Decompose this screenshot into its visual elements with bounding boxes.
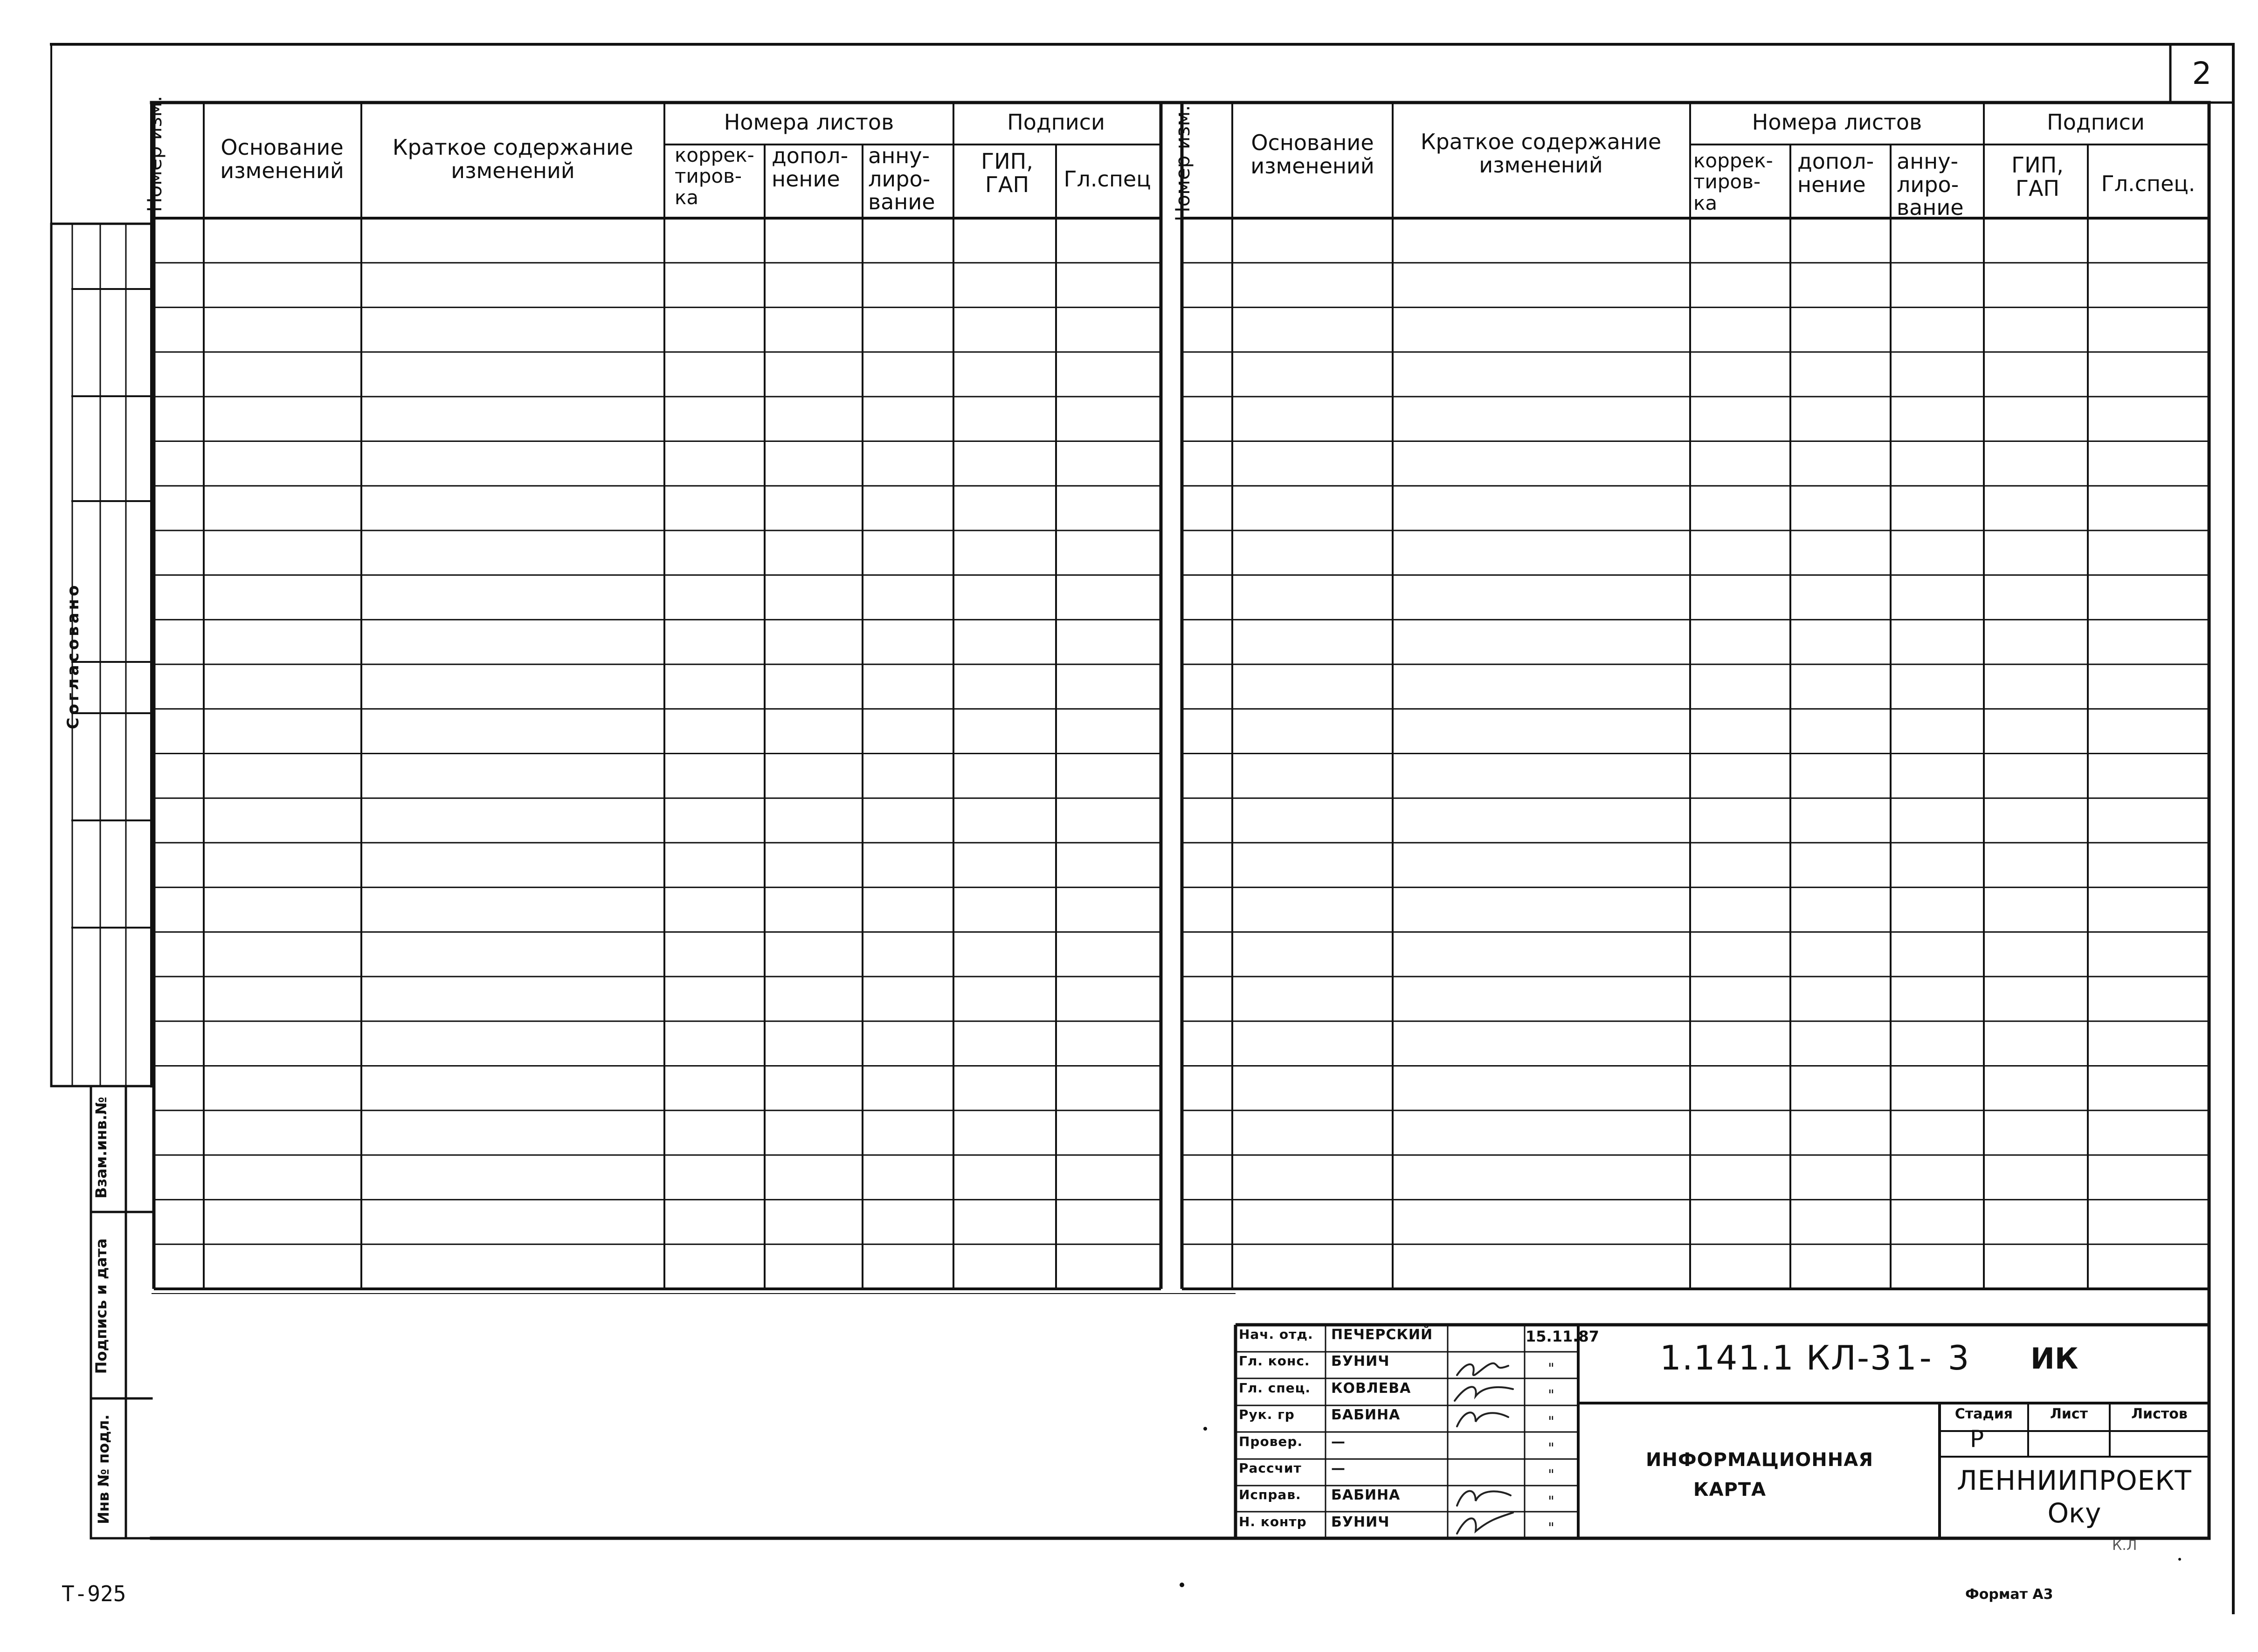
header-addition: допол- нение: [772, 143, 849, 192]
signatory-role: Исправ.: [1239, 1487, 1301, 1503]
signatory-role: Рук. гр: [1239, 1407, 1295, 1423]
signatory-name: БАБИНА: [1331, 1407, 1401, 1424]
header-addition: допол- нение: [1797, 149, 1874, 197]
sheet-number: 2: [2192, 55, 2212, 91]
header-change-number: Номер изм.: [143, 96, 166, 212]
header-gip: ГИП, ГАП: [981, 149, 1033, 197]
header-gip: ГИП, ГАП: [2011, 152, 2064, 201]
header-sheet-numbers: Номера листов: [724, 110, 894, 135]
organization-name: ЛЕННИИПРОЕКТ: [1957, 1465, 2192, 1496]
signature-mark: [1457, 1363, 1508, 1376]
label-stage: Стадия: [1954, 1406, 2013, 1422]
header-basis: Основание изменений: [220, 135, 344, 183]
header-annulment: анну- лиро- вание: [1897, 149, 1964, 220]
signature-mark: [1457, 1491, 1511, 1506]
signature-mark: [1457, 1513, 1513, 1534]
signatory-role: Гл. конс.: [1239, 1353, 1310, 1369]
signatory-name: БУНИЧ: [1331, 1353, 1390, 1370]
ditto-marks: " " " " " " ": [1548, 1361, 1554, 1536]
label-agreed: Согласовано: [64, 582, 83, 730]
header-annulment: анну- лиро- вание: [868, 143, 935, 215]
header-basis: Основание изменений: [1250, 130, 1374, 179]
label-replacement-inventory: Взам.инв.№: [92, 1096, 110, 1199]
label-signature-and-date: Подпись и дата: [92, 1238, 110, 1374]
header-summary: Краткое содержание изменений: [1420, 129, 1662, 178]
signatory-name: —: [1331, 1433, 1346, 1450]
document-code: 1.141.1 КЛ-3: [1660, 1338, 1892, 1377]
label-sheets-total: Листов: [2131, 1406, 2188, 1422]
signatory-name: БАБИНА: [1331, 1487, 1401, 1504]
signatory-role: Рассчит: [1239, 1460, 1302, 1476]
signatory-role: Гл. спец.: [1239, 1380, 1311, 1396]
header-sheet-numbers: Номера листов: [1752, 110, 1922, 135]
signature-mark: [1457, 1412, 1508, 1426]
signatory-name: КОВЛЕВА: [1331, 1380, 1411, 1397]
header-chief-specialist: Гл.спец: [1063, 166, 1151, 192]
signatory-role: Н. контр: [1239, 1514, 1307, 1529]
signatory-name: —: [1331, 1460, 1346, 1477]
stage-value: Р: [1970, 1425, 1984, 1452]
header-correction: коррек- тиров- ка: [1693, 149, 1773, 214]
signatory-role: Нач. отд.: [1239, 1327, 1313, 1342]
signatory-name: ПЕЧЕРСКИЙ: [1331, 1327, 1433, 1343]
label-original-inventory: Инв № подл.: [95, 1414, 112, 1524]
header-summary: Краткое содержание изменений: [392, 135, 634, 183]
drawing-code: Т-925: [62, 1581, 126, 1606]
label-sheet: Лист: [2050, 1406, 2088, 1422]
organization-department: Оку: [2047, 1497, 2101, 1529]
signature-mark: [1455, 1387, 1513, 1401]
header-chief-specialist: Гл.спец.: [2101, 171, 2196, 196]
header-correction: коррек- тиров- ка: [675, 144, 754, 209]
margin-mark: К.Л: [2112, 1537, 2137, 1554]
document-part: 1- 3: [1895, 1338, 1972, 1377]
signatory-role: Провер.: [1239, 1433, 1303, 1449]
header-signatures: Подписи: [1007, 110, 1105, 135]
header-signatures: Подписи: [2047, 110, 2145, 135]
document-type: ИК: [2030, 1342, 2078, 1376]
header-change-number: Номер изм.: [1171, 105, 1194, 221]
signatory-name: БУНИЧ: [1331, 1514, 1390, 1530]
approval-date: 15.11.87: [1526, 1328, 1599, 1345]
sheet-format: Формат А3: [1965, 1586, 2053, 1603]
document-title: ИНФОРМАЦИОННАЯ КАРТА: [1646, 1449, 1874, 1501]
